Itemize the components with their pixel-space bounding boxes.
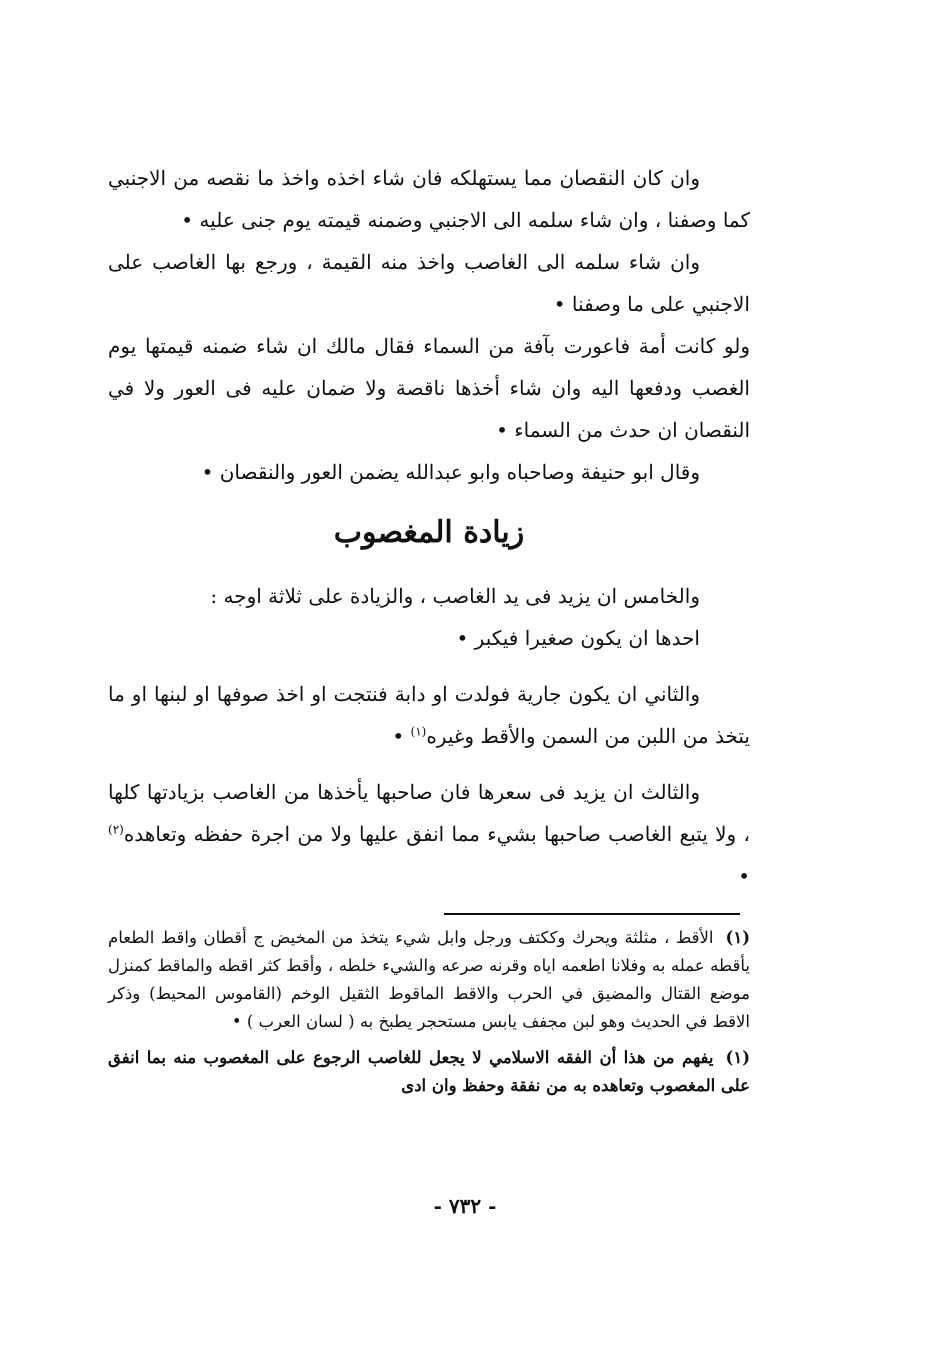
footnote-2 [108,1044,750,1100]
paragraph-2: وان شاء سلمه الى الغاصب واخذ منه القيمة ، ورجع بها الغاصب على الاجنبي على ما وصفنا • [108,250,750,316]
paragraph-6: احدها ان يكون صغيرا فيكبر • [456,626,700,650]
footnote-1-number: (١) [725,928,750,947]
paragraph-7-end: • [392,724,411,748]
footnotes [108,924,750,1108]
section-heading: زيادة المغصوب [333,515,525,550]
paragraph-8-end: • [738,864,750,888]
paragraph-3: ولو كانت أمة فاعورت بآفة من السماء فقال مالك ان شاء ضمنه قيمتها يوم الغصب ودفعها اليه وان شاء أخذها ناقصة ولا ضمان عليه فى العور ولا في النقصان ان حدث من السماء • [108,334,751,442]
paragraph-8-text: والثالث ان يزيد فى سعرها فان صاحبها يأخذها من الغاصب بزيادتها كلها ، ولا يتبع الغاصب صاحبها بشيء مما انفق عليها ولا من اجرة حفظه وتعاهده [108,780,750,846]
footnote-ref-1[interactable]: (١) [410,724,427,739]
footnote-2-number: (١) [725,1048,750,1067]
page-number: - ٧٣٢ - [433,1194,497,1218]
footnote-1 [108,924,750,1036]
footnote-divider [444,913,740,915]
paragraph-8 [108,771,750,897]
paragraph-1: وان كان النقصان مما يستهلكه فان شاء اخذه واخذ ما نقصه من الاجنبي كما وصفنا ، وان شاء سلمه الى الاجنبي وضمنه قيمته يوم جنى عليه • [108,166,750,232]
footnote-ref-2[interactable]: (٢) [108,822,124,837]
paragraph-4: وقال ابو حنيفة وصاحباه وابو عبدالله يضمن العور والنقصان • [201,460,700,484]
paragraph-5: والخامس ان يزيد فى يد الغاصب ، والزيادة على ثلاثة اوجه : [210,584,700,608]
paragraph-7 [108,673,750,757]
main-text [108,157,750,897]
footnote-1-text: الأقط ، مثلثة ويحرك وككتف ورجل وابل شيء يتخذ من المخيض ج أقطان واقط الطعام يأقطه عمله به وفلانا اطعمه اياه وقرنه صرعه والشيء خلطه ، وأقط كثر اقطه والماقط كمنزل موضع القتال والمضيق في الحرب والاقط الماقوط الثقيل الوخم (القاموس المحيط) وذكر الاقط في الحديث وهو لبن مجفف يابس مستحجر يطبخ به ( لسان العرب ) • [108,928,750,1031]
paragraph-7-text: والثاني ان يكون جارية فولدت او دابة فنتجت او اخذ صوفها او لبنها او ما يتخذ من اللبن من السمن والأقط وغيره [108,682,750,748]
footnote-2-text: يفهم من هذا أن الفقه الاسلامي لا يجعل للغاصب الرجوع على المغصوب منه بما انفق على المغصوب وتعاهده به من نفقة وحفظ وان ادى [108,1048,750,1095]
